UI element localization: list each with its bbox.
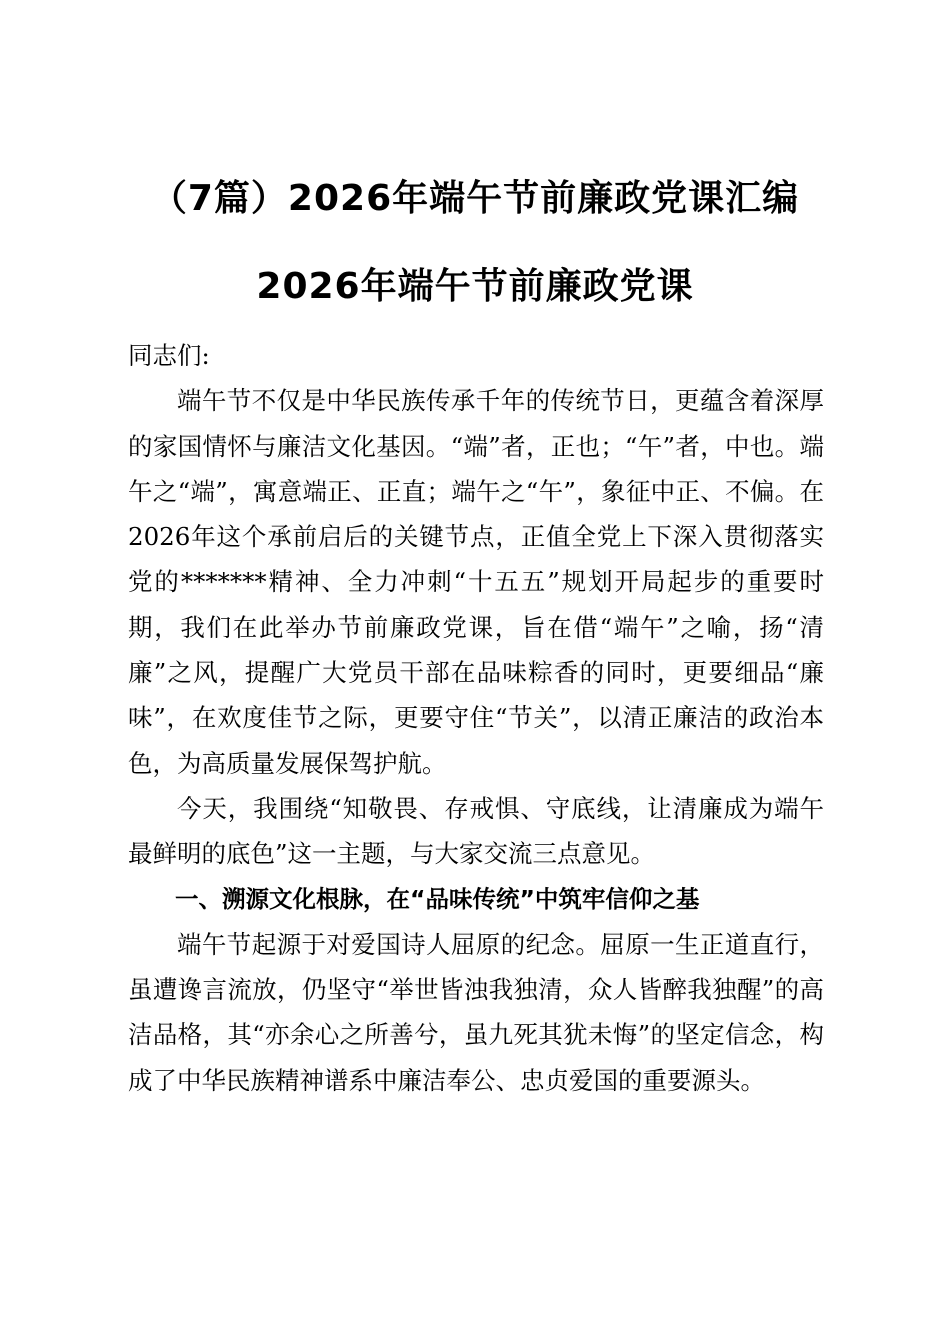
document-body: [128, 333, 824, 1103]
salutation: 同志们:: [128, 341, 210, 370]
document-subtitle: 2026年端午节前廉政党课: [256, 266, 694, 307]
section-heading: 一、溯源文化根脉，在“品味传统”中筑牢信仰之基: [175, 884, 700, 913]
document-title: （7篇）2026年端午节前廉政党课汇编: [150, 178, 800, 219]
paragraph-intro: 端午节不仅是中华民族传承千年的传统节日，更蕴含着深厚的家国情怀与廉洁文化基因。“端”者，正也；“午”者，中也。端午之“端”，寓意端正、正直；端午之“午”，象征中正、不偏。在2026年这个承前启后的关键节点，正值全党上下深入贯彻落实党的*******精神、全力冲刺“十五五”规划开局起步的重要时期，我们在此举办节前廉政党课，旨在借“端午”之喻，扬“清廉”之风，提醒广大党员干部在品味粽香的同时，更要细品“廉味”，在欢度佳节之际，更要守住“节关”，以清正廉洁的政治本色，为高质量发展保驾护航。: [128, 386, 824, 778]
section-paragraph: 端午节起源于对爱国诗人屈原的纪念。屈原一生正道直行，虽遭谗言流放，仍坚守“举世皆浊我独清，众人皆醉我独醒”的高洁品格，其“亦余心之所善兮，虽九死其犹未悔”的坚定信念，构成了中华民族精神谱系中廉洁奉公、忠贞爱国的重要源头。: [128, 929, 824, 1095]
paragraph-theme: 今天，我围绕“知敬畏、存戒惧、守底线，让清廉成为端午最鲜明的底色”这一主题，与大家交流三点意见。: [128, 793, 824, 869]
